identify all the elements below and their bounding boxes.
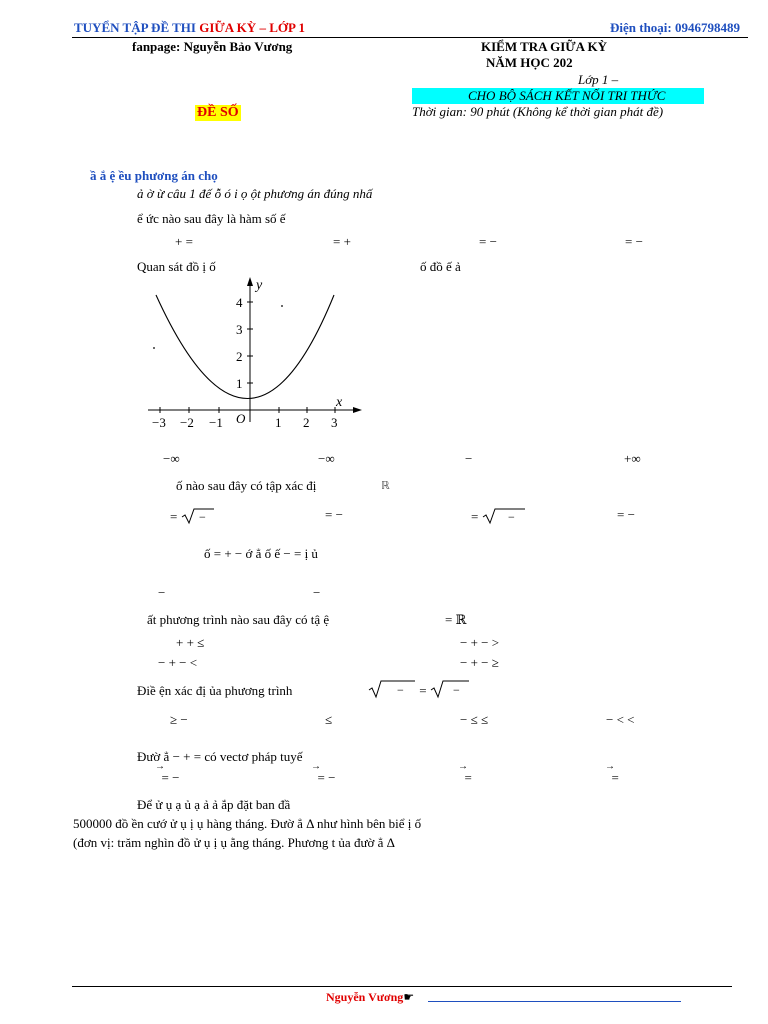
x-tick-label: 2	[303, 415, 310, 430]
y-axis-label: y	[256, 278, 263, 293]
q3-option-c-eq: =	[471, 509, 479, 524]
q3-option-b: = −	[325, 507, 343, 522]
section-instruction: ả ờ ừ câu 1 đế ỗ ó i ọ ột phương án đúng nhấ	[137, 186, 373, 201]
y-axis-arrow	[247, 277, 253, 286]
q2-stem-right: ố đồ ế ả	[420, 259, 461, 274]
q7-option-a-eq: = −	[161, 770, 180, 785]
exam-time: Thời gian: 90 phút (Không kể thời gian phát đề)	[412, 104, 664, 119]
series-title-part1: TUYỂN TẬP ĐỀ THI	[74, 20, 196, 35]
q8-line-2: 500000 đồ ền cướ ử ụ ị ụ hàng tháng. Đườ ẳ Δ như hình bên biể ị ố	[73, 816, 422, 831]
x-tick-label: −1	[209, 415, 223, 430]
school-year: NĂM HỌC 202	[486, 55, 573, 70]
q3-option-a	[170, 507, 215, 525]
q5-option-b: − + − >	[460, 635, 500, 650]
q7-option-b-eq: = −	[317, 770, 336, 785]
footer-author-name: Nguyễn Vương	[326, 990, 404, 1004]
q4-option-b: −	[313, 585, 321, 600]
sqrt-sign	[482, 507, 526, 525]
q7-option-c	[458, 761, 472, 786]
footer-author	[326, 990, 414, 1005]
q6-equals: =	[419, 683, 427, 698]
q7-option-c-eq: =	[464, 770, 472, 785]
header-rule	[72, 37, 748, 38]
pointing-hand-icon: ☛	[403, 990, 415, 1004]
q2-option-b: −∞	[318, 451, 335, 466]
q6-option-d: − < <	[606, 712, 635, 727]
footer-rule	[72, 986, 732, 987]
vector-n: →	[155, 761, 165, 772]
real-set-symbol: ℝ	[381, 479, 390, 492]
q8-line-1: Để ử ụ ạ ủ ạ ả ả ắp đặt ban đầ	[137, 797, 291, 812]
origin-label: O	[236, 411, 246, 426]
q6-equation	[368, 679, 470, 699]
sqrt-sign	[430, 679, 470, 699]
q3-option-a-eq: =	[170, 509, 178, 524]
series-title-part3: – LỚP 1	[259, 20, 305, 35]
parabola-graph	[140, 272, 370, 432]
svg-text:−: −	[198, 510, 206, 524]
q7-option-d	[605, 761, 619, 786]
q3-option-c	[471, 507, 526, 525]
q1-option-a: + =	[175, 234, 193, 249]
q5-option-d: − + − ≥	[460, 655, 499, 670]
y-tick-label: 3	[236, 322, 243, 337]
q1-option-b: = +	[333, 234, 351, 249]
exam-number: ĐỀ SỐ	[197, 105, 239, 120]
vector-n: →	[458, 761, 468, 772]
q6-option-c: − ≤ ≤	[460, 712, 489, 727]
series-title-part2: GIỮA KỲ	[199, 20, 257, 35]
exam-title: KIỂM TRA GIỮA KỲ	[481, 39, 608, 54]
q6-stem: Điề ện xác đị ủa phương trình	[137, 683, 293, 698]
q5-option-c: − + − <	[158, 655, 198, 670]
q1-stem: ể ức nào sau đây là hàm số ế	[137, 211, 286, 226]
x-axis-arrow	[353, 407, 362, 413]
q7-stem: Đườ ẳ − + = có vectơ pháp tuyế	[137, 749, 303, 764]
q5-stem: ất phương trình nào sau đây có tậ ệ	[147, 612, 330, 627]
q3-stem: ố nào sau đây có tập xác đị	[176, 478, 317, 493]
x-tick-label: −3	[152, 415, 166, 430]
q1-option-c: = −	[479, 234, 497, 249]
q8-line-3: (đơn vị: trăm nghìn đồ ử ụ ị ụ ằng tháng. Phương t ủa đườ ẳ Δ	[73, 835, 396, 850]
q7-option-d-eq: =	[611, 770, 619, 785]
q7-option-a	[155, 761, 180, 786]
y-tick-label: 2	[236, 349, 243, 364]
svg-text:−: −	[397, 683, 404, 697]
y-tick-label: 1	[236, 376, 243, 391]
q2-stem-left: Quan sát đồ ị ố	[137, 259, 216, 274]
x-tick-label: 1	[275, 415, 282, 430]
sqrt-sign	[181, 507, 215, 525]
q5-option-a: + + ≤	[176, 635, 205, 650]
phone-number: Điện thoại: 0946798489	[610, 20, 740, 35]
q2-option-a: −∞	[163, 451, 180, 466]
vector-n: →	[311, 761, 321, 772]
svg-text:−: −	[452, 683, 460, 697]
q7-option-b	[311, 761, 336, 786]
section-title: ầ ắ ệ ều phương án chọ	[90, 168, 218, 183]
q6-option-a: ≥ −	[170, 712, 188, 727]
svg-text:−: −	[507, 510, 515, 524]
q4-option-a: −	[158, 585, 166, 600]
q2-option-d: +∞	[624, 451, 641, 466]
q4-stem: ố = + − ớ ẳ ố ế − = ị ủ	[204, 546, 318, 561]
vector-n: →	[605, 761, 615, 772]
q6-option-b: ≤	[325, 712, 333, 727]
q3-option-d: = −	[617, 507, 635, 522]
grade: Lớp 1 –	[578, 72, 619, 87]
series-title	[74, 20, 305, 36]
x-tick-label: −2	[180, 415, 194, 430]
sqrt-sign	[368, 679, 416, 699]
q5-set: = ℝ	[445, 612, 467, 627]
fanpage: fanpage: Nguyễn Bảo Vương	[132, 39, 293, 54]
x-axis-label: x	[336, 395, 343, 410]
q1-option-d: = −	[625, 234, 643, 249]
parabola-curve	[156, 295, 334, 399]
x-tick-label: 3	[331, 415, 338, 430]
y-tick-label: 4	[236, 295, 243, 310]
footer-link-underline[interactable]	[428, 1001, 681, 1002]
book-series: CHO BỘ SÁCH KẾT NỐI TRI THỨC	[412, 88, 704, 104]
q2-option-c: −	[465, 451, 473, 466]
